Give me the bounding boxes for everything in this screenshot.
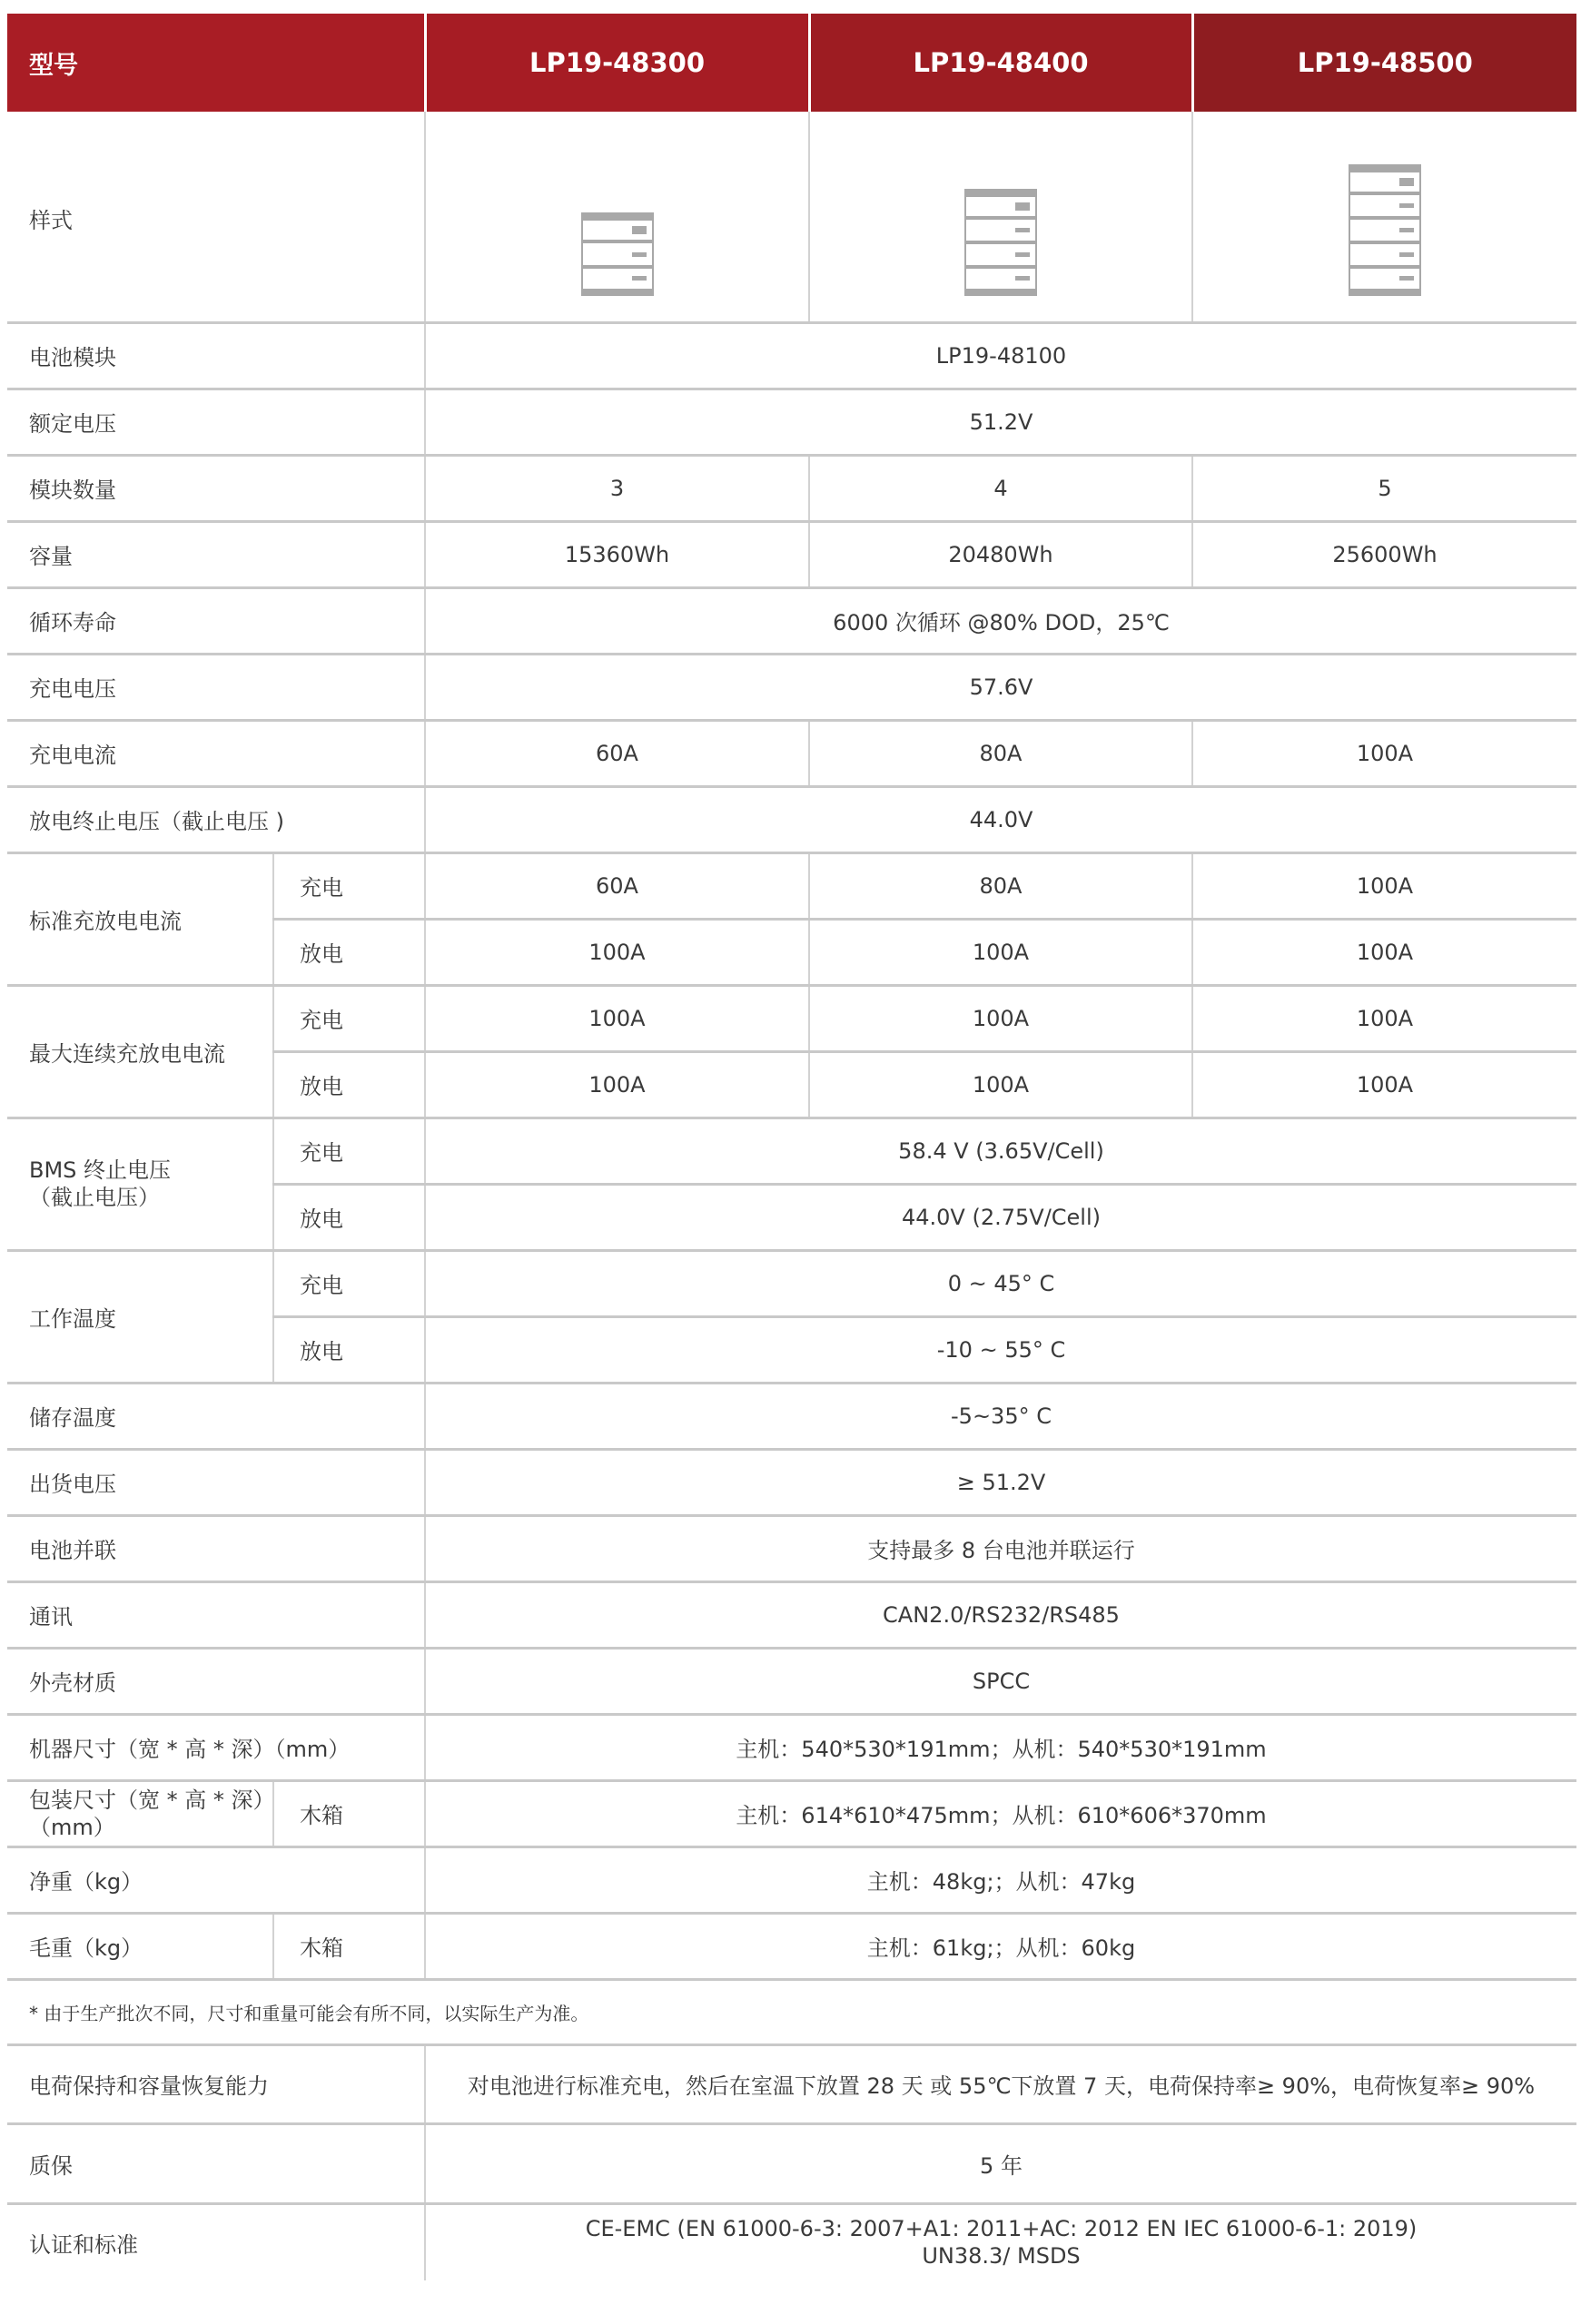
- row-label: 毛重（kg）: [7, 1913, 273, 1979]
- row-value: 60A: [425, 720, 809, 786]
- table-row: [7, 720, 1576, 786]
- row-value: LP19-48100: [425, 322, 1576, 389]
- table-row: [7, 1383, 1576, 1449]
- row-label-line: BMS 终止电压: [29, 1157, 172, 1183]
- row-label: 储存温度: [7, 1383, 425, 1449]
- row-value: 主机：48kg;；从机：47kg: [425, 1846, 1576, 1913]
- row-label: [7, 1780, 273, 1846]
- table-row: [7, 786, 1576, 852]
- row-value: 支持最多 8 台电池并联运行: [425, 1515, 1576, 1581]
- rack-cell: [425, 112, 809, 322]
- table-row: [7, 1648, 1576, 1714]
- model-1: LP19-48300: [425, 14, 809, 112]
- table-row: [7, 322, 1576, 389]
- row-value: 58.4 V (3.65V/Cell): [425, 1118, 1576, 1184]
- table-header: [7, 14, 1576, 112]
- sub-label: 放电: [273, 1184, 425, 1250]
- row-value: 100A: [809, 1051, 1192, 1118]
- rack-4-module-icon: [964, 189, 1037, 296]
- row-label: [7, 1118, 273, 1250]
- rack-3-module-icon: [581, 212, 654, 296]
- row-label: 电池并联: [7, 1515, 425, 1581]
- model-label: 型号: [7, 14, 425, 112]
- model-2: LP19-48400: [809, 14, 1192, 112]
- row-value: 80A: [809, 720, 1192, 786]
- footnote-row: [7, 1979, 1576, 2044]
- row-label: 样式: [7, 112, 425, 322]
- table-row: [7, 1250, 1576, 1316]
- row-value: 44.0V (2.75V/Cell): [425, 1184, 1576, 1250]
- row-label: 电荷保持和容量恢复能力: [7, 2044, 425, 2123]
- row-value: 15360Wh: [425, 521, 809, 587]
- row-value: 主机：614*610*475mm；从机：610*606*370mm: [425, 1780, 1576, 1846]
- row-value: -5~35° C: [425, 1383, 1576, 1449]
- row-label: 工作温度: [7, 1250, 273, 1383]
- table-row: [7, 2203, 1576, 2280]
- row-value: 100A: [1192, 1051, 1576, 1118]
- row-value: -10 ~ 55° C: [425, 1316, 1576, 1383]
- sub-label: 充电: [273, 985, 425, 1051]
- table-row: [7, 852, 1576, 919]
- row-value: [425, 2203, 1576, 2280]
- table-row: [7, 455, 1576, 521]
- row-value: 6000 次循环 @80% DOD，25℃: [425, 587, 1576, 654]
- rack-cell: [1192, 112, 1576, 322]
- sub-label: 木箱: [273, 1780, 425, 1846]
- row-value: 100A: [425, 919, 809, 985]
- row-value: 对电池进行标准充电，然后在室温下放置 28 天 或 55℃下放置 7 天，电荷保持率≥ 90%，电荷恢复率≥ 90%: [425, 2044, 1576, 2123]
- cert-line: UN38.3/ MSDS: [922, 2243, 1081, 2270]
- row-value: 60A: [425, 852, 809, 919]
- table-row: [7, 1913, 1576, 1979]
- row-value: 25600Wh: [1192, 521, 1576, 587]
- row-label: 最大连续充放电电流: [7, 985, 273, 1118]
- rack-5-module-icon: [1349, 164, 1421, 296]
- row-value: 100A: [425, 985, 809, 1051]
- table-row: [7, 521, 1576, 587]
- table-row: [7, 2044, 1576, 2123]
- row-label-line: 包装尺寸（宽 * 高 * 深）: [29, 1787, 275, 1813]
- row-value: 100A: [425, 1051, 809, 1118]
- spec-table: [7, 14, 1576, 2280]
- row-label: 循环寿命: [7, 587, 425, 654]
- row-label-line: （mm）: [29, 1814, 115, 1840]
- sub-label: 放电: [273, 919, 425, 985]
- table-row: [7, 1780, 1576, 1846]
- row-label: 外壳材质: [7, 1648, 425, 1714]
- table-row: [7, 654, 1576, 720]
- row-value: 主机：61kg;；从机：60kg: [425, 1913, 1576, 1979]
- row-value: 4: [809, 455, 1192, 521]
- row-label: 出货电压: [7, 1449, 425, 1515]
- sub-label: 放电: [273, 1316, 425, 1383]
- row-label: 充电电压: [7, 654, 425, 720]
- row-value: 100A: [1192, 919, 1576, 985]
- row-label-line: （截止电压）: [29, 1185, 160, 1210]
- table-row: [7, 1515, 1576, 1581]
- row-value: 44.0V: [425, 786, 1576, 852]
- table-row: [7, 389, 1576, 455]
- model-3: LP19-48500: [1192, 14, 1576, 112]
- row-value: ≥ 51.2V: [425, 1449, 1576, 1515]
- row-label: 电池模块: [7, 322, 425, 389]
- footnote: * 由于生产批次不同，尺寸和重量可能会有所不同，以实际生产为准。: [7, 1979, 1576, 2044]
- row-value: CAN2.0/RS232/RS485: [425, 1581, 1576, 1648]
- row-label: 充电电流: [7, 720, 425, 786]
- row-label: 放电终止电压（截止电压 ): [7, 786, 425, 852]
- row-value: 100A: [1192, 852, 1576, 919]
- row-label: 认证和标准: [29, 2231, 138, 2258]
- cert-line: CE-EMC (EN 61000-6-3: 2007+A1: 2011+AC: 2012 EN IEC 61000-6-1: 2019): [585, 2216, 1418, 2242]
- row-label: 机器尺寸（宽 * 高 * 深）（mm）: [7, 1714, 425, 1780]
- table-row: [7, 985, 1576, 1051]
- table-row: [7, 112, 1576, 322]
- row-value: 5 年: [425, 2123, 1576, 2203]
- table-row: [7, 1581, 1576, 1648]
- table-row: [7, 1118, 1576, 1184]
- row-label: 标准充放电电流: [7, 852, 273, 985]
- row-value: 3: [425, 455, 809, 521]
- sub-label: 木箱: [273, 1913, 425, 1979]
- row-label: 额定电压: [7, 389, 425, 455]
- sub-label: 充电: [273, 1118, 425, 1184]
- row-value: SPCC: [425, 1648, 1576, 1714]
- row-label: 通讯: [7, 1581, 425, 1648]
- row-label: 容量: [7, 521, 425, 587]
- row-value: 51.2V: [425, 389, 1576, 455]
- row-value: 0 ~ 45° C: [425, 1250, 1576, 1316]
- row-label: 质保: [7, 2123, 425, 2203]
- sub-label: 放电: [273, 1051, 425, 1118]
- spec-table-container: [7, 14, 1576, 2280]
- row-value: 100A: [1192, 985, 1576, 1051]
- table-row: [7, 1449, 1576, 1515]
- row-label: 模块数量: [7, 455, 425, 521]
- table-row: [7, 1846, 1576, 1913]
- row-value: 100A: [1192, 720, 1576, 786]
- row-value: 57.6V: [425, 654, 1576, 720]
- row-value: 5: [1192, 455, 1576, 521]
- table-row: [7, 587, 1576, 654]
- table-row: [7, 1714, 1576, 1780]
- sub-label: 充电: [273, 852, 425, 919]
- sub-label: 充电: [273, 1250, 425, 1316]
- row-label: 净重（kg）: [7, 1846, 425, 1913]
- rack-cell: [809, 112, 1192, 322]
- row-value: 主机：540*530*191mm；从机：540*530*191mm: [425, 1714, 1576, 1780]
- row-value: 80A: [809, 852, 1192, 919]
- row-value: 100A: [809, 919, 1192, 985]
- table-row: [7, 2123, 1576, 2203]
- row-value: 100A: [809, 985, 1192, 1051]
- row-value: 20480Wh: [809, 521, 1192, 587]
